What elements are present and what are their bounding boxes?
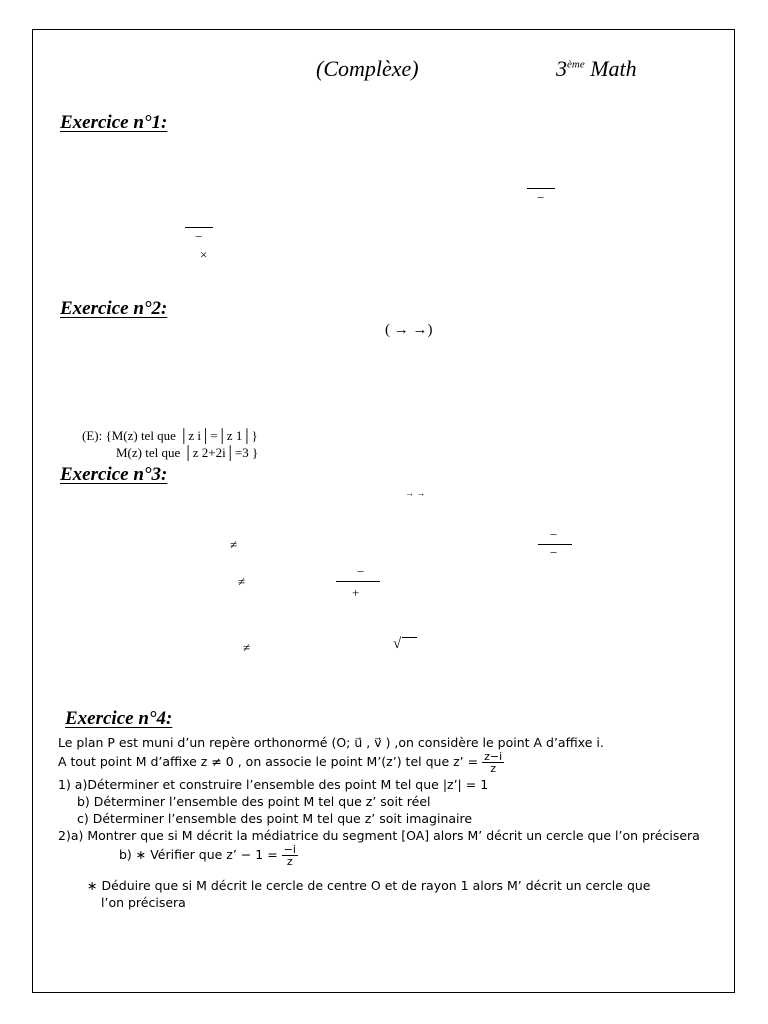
- minus-sign: −: [550, 527, 558, 542]
- fraction: $\frac{-i}{z}$: [283, 843, 296, 868]
- ex4-line-8: ∗ Déduire que si M décrit le cercle de centre O et de rayon 1 alors M’ décrit un cercle que: [87, 878, 651, 893]
- fraction: $\frac{z-i}{z}$: [484, 750, 503, 775]
- ex4-line-2: A tout point M d’affixe z ≠ 0 , on associe le point M’(z’) tel que z’ = $\frac{z-i}{z}$: [58, 750, 503, 775]
- ex4-line-6: 2)a) Montrer que si M décrit la médiatrice du segment [OA] alors M’ décrit un cercle que l’on précisera: [58, 828, 700, 843]
- ex4-line-3: 1) a)Déterminer et construire l’ensemble des point M tel que |z’| = 1: [58, 777, 489, 792]
- minus-sign: −: [537, 190, 545, 205]
- level-label: 3ème Math: [556, 56, 637, 81]
- ex4-line-1: Le plan P est muni d’un repère orthonormé (O; u⃗ , v⃗ ) ,on considère le point A d’affixe i.: [58, 735, 604, 750]
- minus-sign: −: [195, 229, 203, 244]
- fraction-bar: [336, 581, 380, 582]
- ex4-line-4: b) Déterminer l’ensemble des point M tel que z’ soit réel: [77, 794, 431, 809]
- exercise-3-title: Exercice n°3:: [60, 464, 168, 485]
- exercise-1-title: Exercice n°1:: [60, 112, 168, 133]
- vector-arrows: → →: [405, 488, 426, 498]
- exercise-2-title: Exercice n°2:: [60, 298, 168, 319]
- ex4-line-7: b) ∗ Vérifier que z’ − 1 = $\frac{-i}{z}$: [119, 843, 296, 868]
- sqrt-bar: [402, 637, 417, 638]
- neq-sign: ≠: [230, 537, 238, 552]
- page-title: (Complèxe): [316, 56, 419, 81]
- repere-fragment: ( → →): [385, 322, 433, 338]
- plus-sign: +: [352, 585, 360, 600]
- neq-sign: ≠: [238, 574, 246, 589]
- ex4-line-9: l’on précisera: [101, 895, 186, 910]
- times-sign: ×: [200, 247, 208, 262]
- neq-sign: ≠: [243, 640, 251, 655]
- minus-sign: −: [550, 545, 558, 560]
- minus-sign: −: [357, 564, 365, 579]
- sqrt-sign: √: [393, 636, 402, 652]
- fraction-bar: [527, 188, 555, 189]
- ex4-line-5: c) Déterminer l’ensemble des point M tel que z’ soit imaginaire: [77, 811, 473, 826]
- fraction-bar: [185, 227, 213, 228]
- set-e-fragment: (E): {M(z) tel que │z i│=│z 1│}: [82, 428, 258, 443]
- set-2-fragment: M(z) tel que │z 2+2i│=3 }: [116, 445, 259, 460]
- exercise-4-title: Exercice n°4:: [65, 708, 173, 729]
